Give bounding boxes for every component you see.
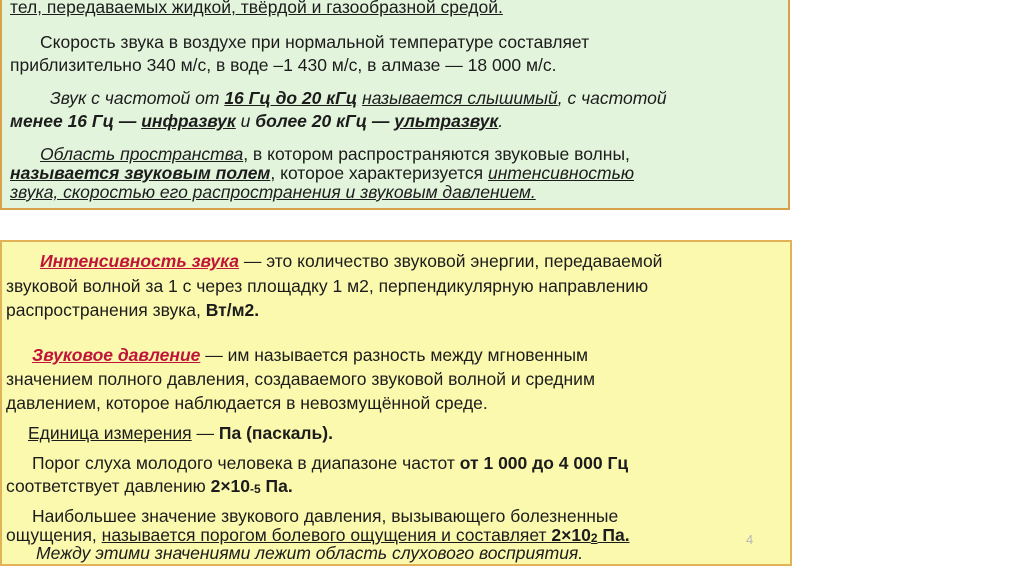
intensity-line-2: звуковой волной за 1 с через площадку 1 м2, перпендикулярную направлению (6, 276, 649, 296)
field-line-2: называется звуковым полем, которое характеризуется интенсивностью (10, 163, 634, 183)
frequency-line-2: менее 16 Гц — инфразвук и более 20 кГц — ультразвук. (10, 111, 504, 131)
pressure-line-1: Звуковое давление — им называется разность между мгновенным (32, 345, 589, 365)
top-text-box (0, 0, 790, 210)
intensity-line-3: распространения звука, Вт/м2. (6, 300, 260, 320)
pain-line-3: Между этими значениями лежит область слухового восприятия. (36, 543, 584, 563)
pressure-line-3: давлением, которое наблюдается в невозмущённой среде. (6, 393, 488, 413)
intensity-line-1: Интенсивность звука — это количество звуковой энергии, передаваемой (40, 251, 663, 271)
page-number: 4 (746, 532, 754, 547)
speed-line-1: Скорость звука в воздухе при нормальной температуре составляет (40, 32, 590, 52)
pressure-term: Звуковое давление (32, 345, 201, 365)
frequency-line-1: Звук с частотой от 16 Гц до 20 кГц называется слышимый, с частотой (50, 88, 667, 108)
pain-line-1: Наибольшее значение звукового давления, вызывающего болезненные (32, 506, 619, 526)
field-line-3: звука, скоростью его распространения и звуковым давлением. (10, 182, 536, 202)
unit-line: Единица измерения — Па (паскаль). (28, 423, 333, 443)
bottom-text-box (0, 240, 792, 566)
intensity-term: Интенсивность звука (40, 251, 239, 271)
speed-line-2: приблизительно 340 м/с, в воде –1 430 м/с, в алмазе — 18 000 м/с. (10, 55, 557, 75)
pressure-line-2: значением полного давления, создаваемого звуковой волной и средним (6, 369, 595, 389)
field-line-1: Область пространства, в котором распространяются звуковые волны, (40, 144, 630, 164)
threshold-line-2: соответствует давлению 2×10-5 Па. (6, 476, 293, 496)
pain-line-2: ощущения, называется порогом болевого ощущения и составляет 2×102 Па. (6, 525, 630, 545)
threshold-line-1: Порог слуха молодого человека в диапазоне частот от 1 000 до 4 000 Гц (32, 453, 629, 473)
intro-line: тел, передаваемых жидкой, твёрдой и газообразной средой. (10, 0, 503, 17)
